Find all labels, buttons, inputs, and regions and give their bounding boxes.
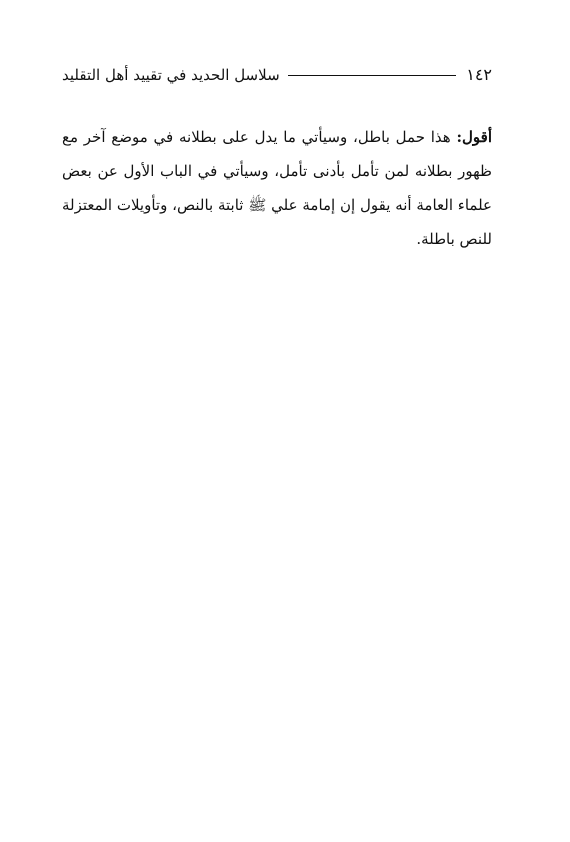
header-rule — [288, 75, 457, 76]
main-paragraph — [62, 120, 492, 256]
paragraph-text: هذا حمل باطل، وسيأتي ما يدل على بطلانه في موضع آخر مع ظهور بطلانه لمن تأمل بأدنى تأمل، وسيأتي في الباب الأول عن بعض علماء العامة أنه يقول إن إمامة علي ﷺ ثابتة بالنص، وتأويلات المعتزلة للنص باطلة. — [62, 128, 492, 248]
paragraph — [62, 120, 492, 256]
running-header — [62, 62, 492, 88]
running-title: سلاسل الحديد في تقييد أهل التقليد — [62, 65, 280, 84]
page-number: ١٤٢ — [466, 65, 492, 84]
lead-word: أقول: — [456, 128, 493, 146]
